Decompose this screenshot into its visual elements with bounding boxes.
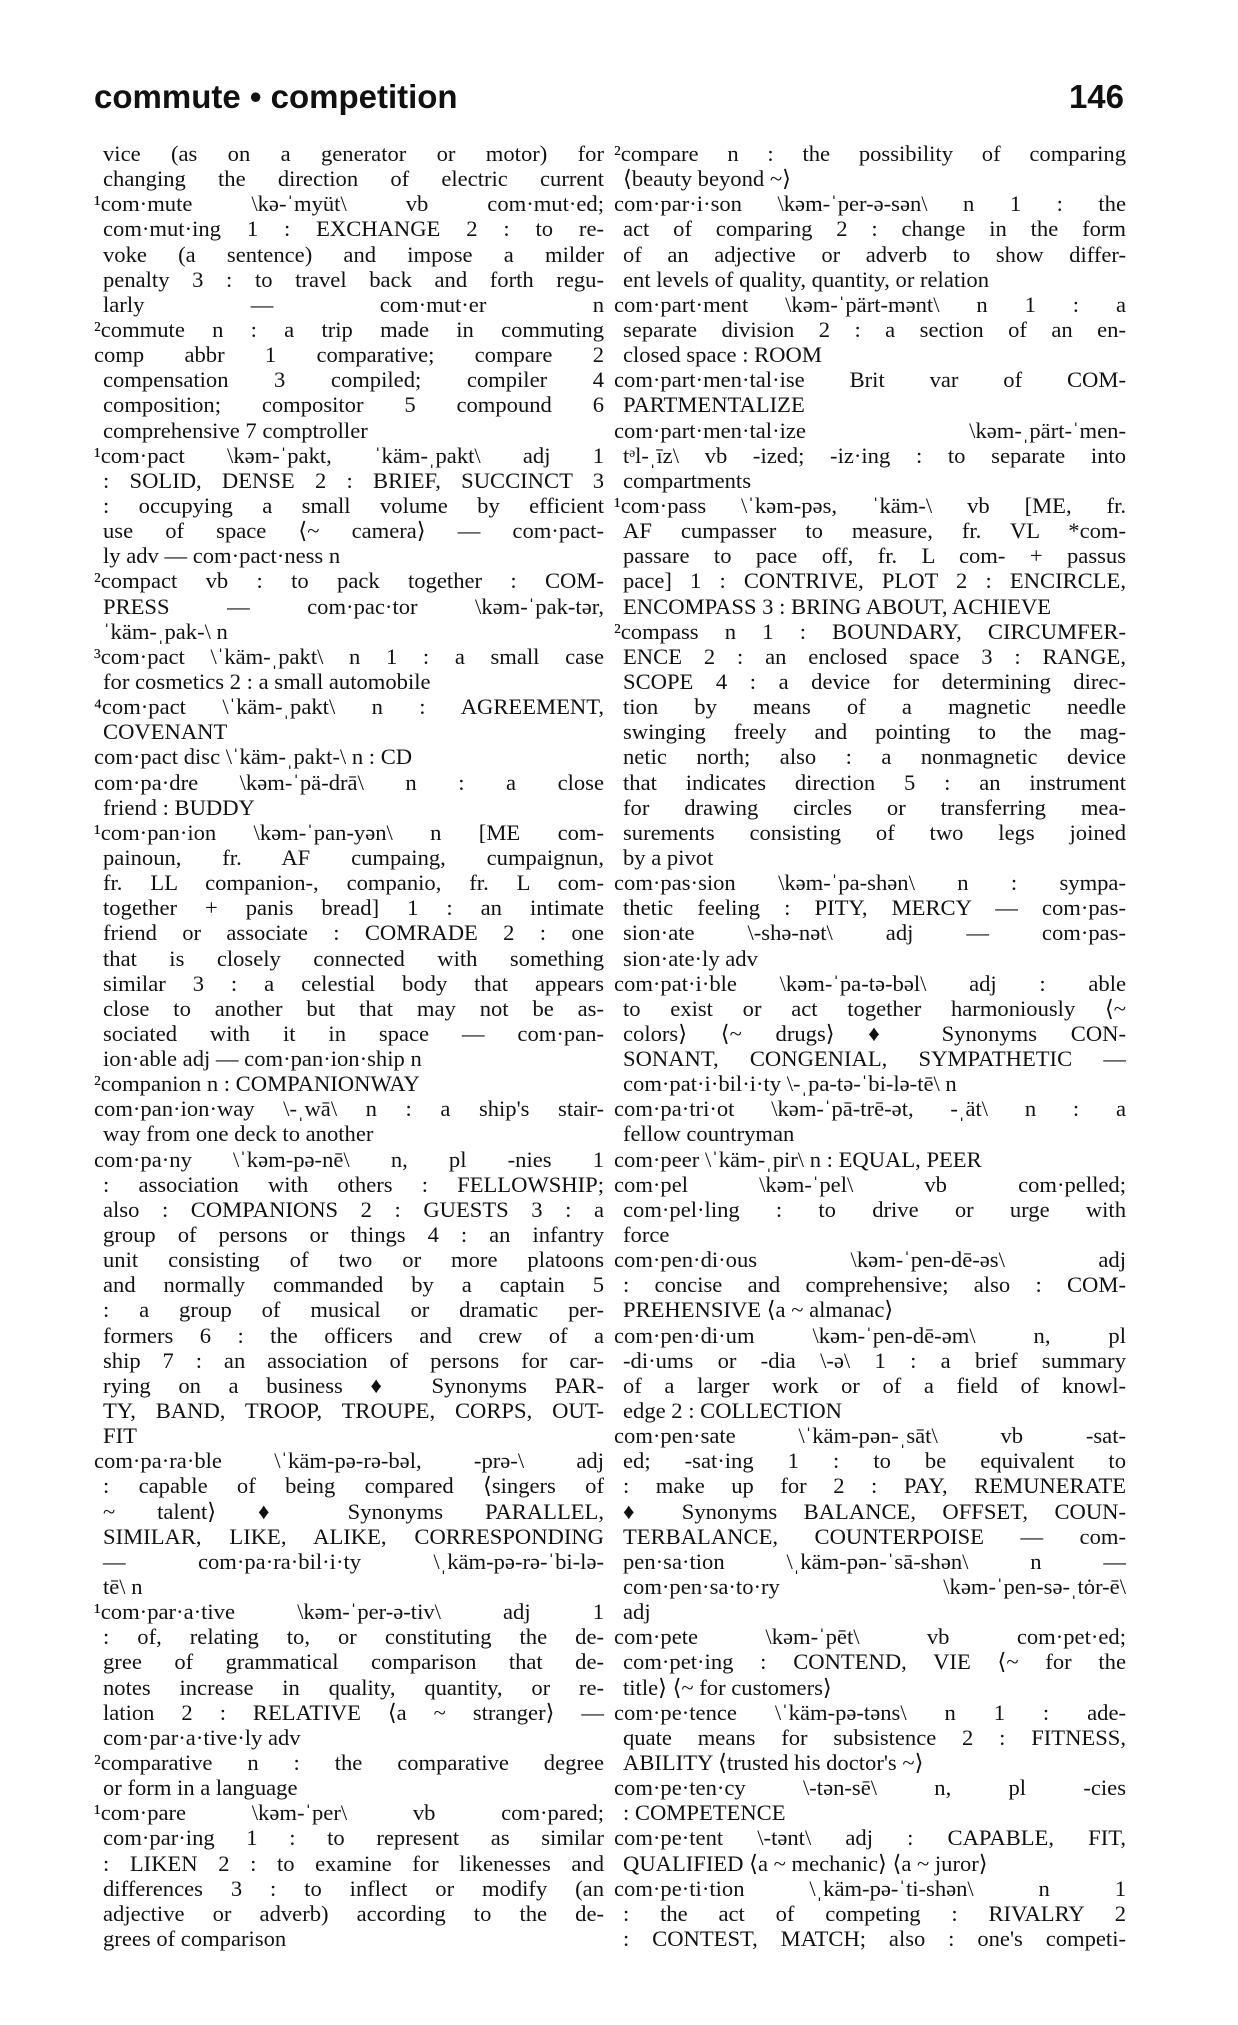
entry-line: com·mut·ing 1 : EXCHANGE 2 : to re- (103, 216, 604, 242)
entry-headword-line: ¹com·mute \kə-ˈmyüt\ vb com·mut·ed; (94, 191, 604, 217)
entry-line: painoun, fr. AF cumpaing, cumpaignun, (103, 844, 604, 870)
entry-line: : occupying a small volume by efficient (103, 492, 604, 518)
entry-headword-line: com·part·ment \kəm-ˈpärt-mənt\ n 1 : a (614, 291, 1126, 317)
entry-headword-line: com·par·i·son \kəm-ˈper-ə-sən\ n 1 : the (614, 191, 1126, 217)
entry-line: penalty 3 : to travel back and forth regu- (103, 266, 604, 292)
entry-line: : capable of being compared ⟨singers of (103, 1473, 604, 1499)
entry-line: closed space : ROOM (623, 342, 822, 368)
entry-line: voke (a sentence) and impose a milder (103, 241, 604, 267)
entry-line: SCOPE 4 : a device for determining direc- (623, 668, 1126, 694)
left-column (94, 141, 604, 1951)
page-number: 146 (1068, 78, 1124, 115)
entry-line: unit consisting of two or more platoons (103, 1247, 604, 1273)
entry-line: : a group of musical or dramatic per- (103, 1297, 604, 1323)
entry-line: ENCE 2 : an enclosed space 3 : RANGE, (623, 643, 1126, 669)
entry-line: or form in a language (103, 1775, 298, 1801)
entry-headword-line: ²compass n 1 : BOUNDARY, CIRCUMFER- (614, 618, 1126, 644)
entry-headword-line: com·part·men·tal·ise Brit var of COM- (614, 367, 1126, 393)
entry-line: pen·sa·tion \ˌkäm-pən-ˈsā-shən\ n — (623, 1548, 1126, 1574)
entry-line: title⟩ ⟨~ for customers⟩ (623, 1674, 832, 1700)
entry-line: netic north; also : a nonmagnetic device (623, 744, 1126, 770)
entry-line: : SOLID, DENSE 2 : BRIEF, SUCCINCT 3 (103, 467, 604, 493)
entry-headword-line: com·pa·tri·ot \kəm-ˈpā-trē-ət, -ˌät\ n : a (614, 1096, 1126, 1122)
entry-line: ~ talent⟩ ♦ Synonyms PARALLEL, (103, 1498, 604, 1524)
entry-line: thetic feeling : PITY, MERCY — com·pas- (623, 895, 1126, 921)
entry-headword-line: ²companion n : COMPANIONWAY (94, 1071, 420, 1097)
entry-line: by a pivot (623, 844, 714, 870)
entry-line: lation 2 : RELATIVE ⟨a ~ stranger⟩ — (103, 1699, 604, 1725)
entry-headword-line: com·pen·sate \ˈkäm-pən-ˌsāt\ vb -sat- (614, 1423, 1126, 1449)
entry-line: rying on a business ♦ Synonyms PAR- (103, 1372, 604, 1398)
entry-line: COVENANT (103, 719, 228, 745)
entry-line: edge 2 : COLLECTION (623, 1398, 842, 1424)
entry-line: changing the direction of electric current (103, 166, 604, 192)
entry-line: gree of grammatical comparison that de- (103, 1649, 604, 1675)
entry-line: that is closely connected with something (103, 945, 604, 971)
entry-line: fellow countryman (623, 1121, 795, 1147)
entry-line: FIT (103, 1423, 137, 1449)
entry-headword-line: ³com·pact \ˈkäm-ˌpakt\ n 1 : a small case (94, 643, 604, 669)
entry-line: force (623, 1222, 670, 1248)
entry-line: friend or associate : COMRADE 2 : one (103, 920, 604, 946)
entry-headword-line: com·pe·tent \-tənt\ adj : CAPABLE, FIT, (614, 1825, 1126, 1851)
entry-line: of an adjective or adverb to show differ- (623, 241, 1126, 267)
entry-line: ENCOMPASS 3 : BRING ABOUT, ACHIEVE (623, 593, 1052, 619)
entry-line: ABILITY ⟨trusted his doctor's ~⟩ (623, 1750, 924, 1775)
entry-line: fr. LL companion-, companio, fr. L com- (103, 870, 604, 896)
entry-headword-line: ²compact vb : to pack together : COM- (94, 568, 604, 594)
entry-line: ent levels of quality, quantity, or relation (623, 266, 990, 292)
entry-line: tᵊl-ˌīz\ vb -ized; -iz·ing : to separate into (623, 442, 1126, 468)
entry-line: and normally commanded by a captain 5 (103, 1272, 604, 1298)
entry-headword-line: com·pa·dre \kəm-ˈpä-drā\ n : a close (94, 769, 604, 795)
entry-line: com·pen·sa·to·ry \kəm-ˈpen-sə-ˌtȯr-ē\ (623, 1574, 1126, 1600)
entry-line: composition; compositor 5 compound 6 (103, 392, 604, 418)
entry-headword-line: ¹com·pan·ion \kəm-ˈpan-yən\ n [ME com- (94, 819, 604, 845)
entry-headword-line: com·pe·tence \ˈkäm-pə-təns\ n 1 : ade- (614, 1699, 1126, 1725)
entry-line: com·par·a·tive·ly adv (103, 1724, 301, 1750)
entry-line: adjective or adverb) according to the de- (103, 1900, 604, 1926)
entry-line: : CONTEST, MATCH; also : one's competi- (623, 1925, 1126, 1951)
entry-line: com·pel·ling : to drive or urge with (623, 1196, 1126, 1222)
entry-line: vice (as on a generator or motor) for (103, 141, 604, 166)
entry-line: : of, relating to, or constituting the de- (103, 1624, 604, 1650)
entry-line: pace] 1 : CONTRIVE, PLOT 2 : ENCIRCLE, (623, 568, 1126, 594)
entry-line: PARTMENTALIZE (623, 392, 805, 418)
entry-headword-line: com·pan·ion·way \-ˌwā\ n : a ship's stair- (94, 1096, 604, 1122)
entry-line: PREHENSIVE ⟨a ~ almanac⟩ (623, 1297, 894, 1323)
entry-headword-line: ¹com·pact \kəm-ˈpakt, ˈkäm-ˌpakt\ adj 1 (94, 442, 604, 468)
entry-headword-line: com·pa·ny \ˈkəm-pə-nē\ n, pl -nies 1 (94, 1146, 604, 1172)
entry-line: TERBALANCE, COUNTERPOISE — com- (623, 1523, 1126, 1549)
entry-line: compartments (623, 467, 751, 493)
entry-headword-line: ²commute n : a trip made in commuting (94, 316, 604, 342)
entry-line: surements consisting of two legs joined (623, 819, 1126, 845)
entry-headword-line: com·pe·ten·cy \-tən-sē\ n, pl -cies (614, 1775, 1126, 1801)
entry-headword-line: com·pact disc \ˈkäm-ˌpakt-\ n : CD (94, 744, 413, 770)
entry-headword-line: ²compare n : the possibility of comparing (614, 141, 1126, 166)
entry-line: tion by means of a magnetic needle (623, 694, 1126, 720)
entry-headword-line: ¹com·pass \ˈkəm-pəs, ˈkäm-\ vb [ME, fr. (614, 492, 1126, 518)
entry-headword-line: ¹com·pare \kəm-ˈper\ vb com·pared; (94, 1800, 604, 1826)
entry-line: compensation 3 compiled; compiler 4 (103, 367, 604, 393)
entry-headword-line: ⁴com·pact \ˈkäm-ˌpakt\ n : AGREEMENT, (94, 694, 604, 720)
entry-line: quate means for subsistence 2 : FITNESS, (623, 1724, 1126, 1750)
entry-line: -di·ums or -dia \-ə\ 1 : a brief summary (623, 1347, 1126, 1373)
entry-line: together + panis bread] 1 : an intimate (103, 895, 604, 921)
entry-line: grees of comparison (103, 1925, 287, 1951)
entry-line: ed; -sat·ing 1 : to be equivalent to (623, 1448, 1126, 1474)
entry-line: : association with others : FELLOWSHIP; (103, 1171, 604, 1197)
entry-line: : LIKEN 2 : to examine for likenesses and (103, 1850, 604, 1876)
entry-headword-line: com·pen·di·um \kəm-ˈpen-dē-əm\ n, pl (614, 1322, 1126, 1348)
entry-line: act of comparing 2 : change in the form (623, 216, 1126, 242)
entry-line: passare to pace off, fr. L com- + passus (623, 543, 1126, 569)
entry-line: sociated with it in space — com·pan- (103, 1020, 604, 1046)
entry-line: : COMPETENCE (623, 1800, 786, 1826)
entry-line: : the act of competing : RIVALRY 2 (623, 1900, 1126, 1926)
entry-line: ion·able adj — com·pan·ion·ship n (103, 1046, 422, 1072)
entry-line: way from one deck to another (103, 1121, 374, 1147)
entry-line: com·pet·ing : CONTEND, VIE ⟨~ for the (623, 1649, 1126, 1675)
entry-headword-line: com·pa·ra·ble \ˈkäm-pə-rə-bəl, -prə-\ adj (94, 1448, 604, 1474)
entry-line: : make up for 2 : PAY, REMUNERATE (623, 1473, 1126, 1499)
entry-line: for drawing circles or transferring mea- (623, 794, 1126, 820)
entry-headword-line: ¹com·par·a·tive \kəm-ˈper-ə-tiv\ adj 1 (94, 1599, 604, 1625)
entry-line: com·par·ing 1 : to represent as similar (103, 1825, 604, 1851)
entry-headword-line: com·pel \kəm-ˈpel\ vb com·pelled; (614, 1171, 1126, 1197)
entry-line: ⟨beauty beyond ~⟩ (623, 166, 791, 192)
entry-line: friend : BUDDY (103, 794, 255, 820)
entry-line: separate division 2 : a section of an en- (623, 316, 1126, 342)
entry-headword-line: comp abbr 1 comparative; compare 2 (94, 342, 604, 368)
entry-line: tē\ n (103, 1574, 143, 1600)
right-column (614, 141, 1126, 1951)
entry-line: that indicates direction 5 : an instrument (623, 769, 1126, 795)
entry-headword-line: com·pas·sion \kəm-ˈpa-shən\ n : sympa- (614, 870, 1126, 896)
entry-headword-line: com·pe·ti·tion \ˌkäm-pə-ˈti-shən\ n 1 (614, 1875, 1126, 1901)
entry-line: sion·ate·ly adv (623, 945, 758, 971)
entry-line: ˈkäm-ˌpak-\ n (103, 618, 228, 644)
entry-line: SIMILAR, LIKE, ALIKE, CORRESPONDING (103, 1523, 604, 1549)
entry-line: colors⟩ ⟨~ drugs⟩ ♦ Synonyms CON- (623, 1020, 1126, 1046)
page-header (94, 78, 1124, 124)
entry-line: TY, BAND, TROOP, TROUPE, CORPS, OUT- (103, 1398, 604, 1424)
entry-line: adj (623, 1599, 651, 1625)
entry-headword-line: com·pat·i·ble \kəm-ˈpa-tə-bəl\ adj : able (614, 970, 1126, 996)
entry-line: notes increase in quality, quantity, or re- (103, 1674, 604, 1700)
entry-line: sion·ate \-shə-nət\ adj — com·pas- (623, 920, 1126, 946)
entry-line: — com·pa·ra·bil·i·ty \ˌkäm-pə-rə-ˈbi-lə- (103, 1548, 604, 1574)
entry-line: ship 7 : an association of persons for car- (103, 1347, 604, 1373)
entry-headword-line: com·pete \kəm-ˈpēt\ vb com·pet·ed; (614, 1624, 1126, 1650)
entry-line: ♦ Synonyms BALANCE, OFFSET, COUN- (623, 1498, 1126, 1524)
entry-headword-line: com·pen·di·ous \kəm-ˈpen-dē-əs\ adj (614, 1247, 1126, 1273)
entry-line: AF cumpasser to measure, fr. VL *com- (623, 518, 1126, 544)
entry-line: use of space ⟨~ camera⟩ — com·pact- (103, 518, 604, 544)
entry-line: QUALIFIED ⟨a ~ mechanic⟩ ⟨a ~ juror⟩ (623, 1850, 988, 1876)
entry-line: PRESS — com·pac·tor \kəm-ˈpak-tər, (103, 593, 604, 619)
entry-headword-line: com·peer \ˈkäm-ˌpir\ n : EQUAL, PEER (614, 1146, 982, 1172)
entry-line: of a larger work or of a field of knowl- (623, 1372, 1126, 1398)
entry-line: SONANT, CONGENIAL, SYMPATHETIC — (623, 1046, 1126, 1072)
entry-line: also : COMPANIONS 2 : GUESTS 3 : a (103, 1196, 604, 1222)
entry-line: formers 6 : the officers and crew of a (103, 1322, 604, 1348)
entry-headword-line: ²comparative n : the comparative degree (94, 1750, 604, 1775)
entry-headword-line: com·part·men·tal·ize \kəm-ˌpärt-ˈmen- (614, 417, 1126, 443)
entry-line: to exist or act together harmoniously ⟨~ (623, 995, 1126, 1021)
entry-line: close to another but that may not be as- (103, 995, 604, 1021)
guide-words: commute • competition (94, 78, 458, 115)
entry-line: differences 3 : to inflect or modify (an (103, 1875, 604, 1901)
entry-line: similar 3 : a celestial body that appears (103, 970, 604, 996)
entry-line: com·pat·i·bil·i·ty \-ˌpa-tə-ˈbi-lə-tē\ n (623, 1071, 957, 1097)
entry-line: swinging freely and pointing to the mag- (623, 719, 1126, 745)
entry-line: group of persons or things 4 : an infantry (103, 1222, 604, 1248)
entry-line: for cosmetics 2 : a small automobile (103, 668, 431, 694)
entry-line: comprehensive 7 comptroller (103, 417, 368, 443)
entry-line: : concise and comprehensive; also : COM- (623, 1272, 1126, 1298)
entry-line: larly — com·mut·er n (103, 291, 604, 317)
entry-line: ly adv — com·pact·ness n (103, 543, 341, 569)
